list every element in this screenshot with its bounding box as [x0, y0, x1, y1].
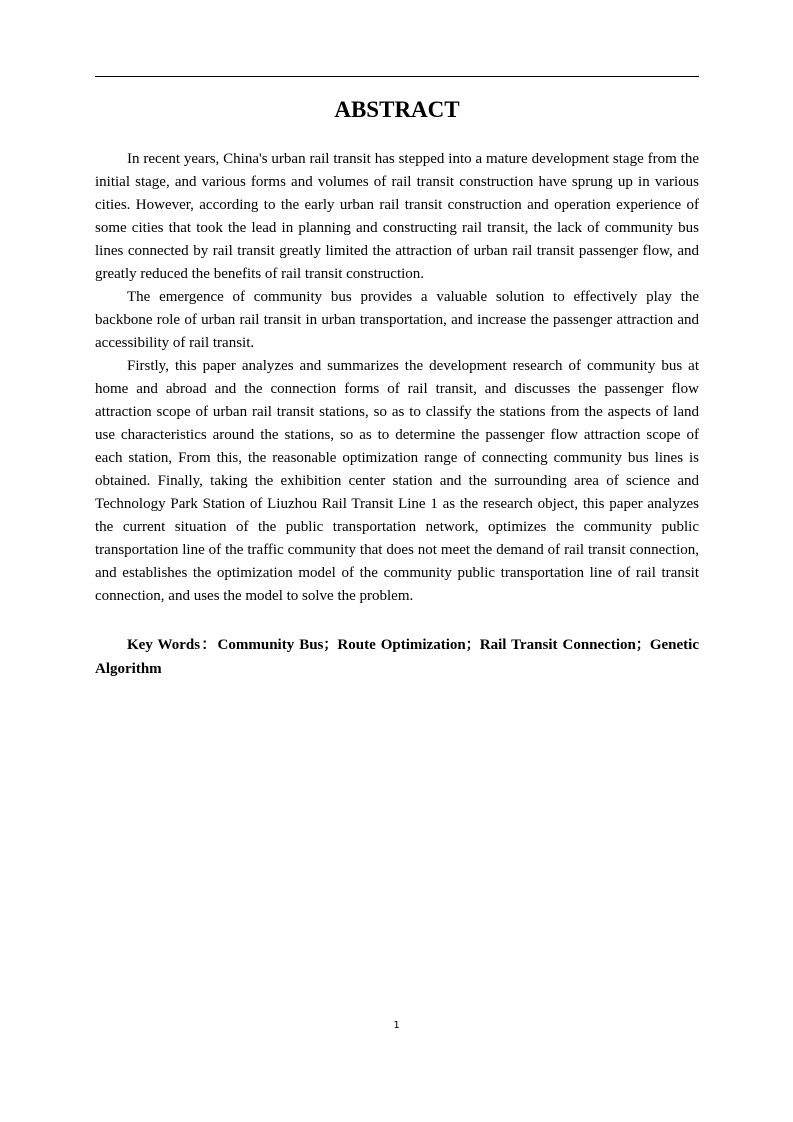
page-title: ABSTRACT: [334, 97, 460, 122]
keyword-separator: ；: [323, 637, 338, 653]
abstract-body: [95, 148, 699, 608]
page-number: 1: [393, 1020, 400, 1031]
keyword-separator: ；: [465, 637, 480, 653]
keyword-3: Rail Transit Connection: [479, 637, 636, 653]
keyword-4: Genetic Algorithm: [95, 637, 699, 677]
abstract-paragraph-1: In recent years, China's urban rail transit has stepped into a mature development stage from the initial stage, and various forms and volumes of rail transit construction have sprung up in various cities. However, according to the early urban rail transit construction and operation experience of some cities that took the lead in planning and constructing rail transit, the lack of community bus lines connected by rail transit greatly limited the attraction of urban rail transit passenger flow, and greatly reduced the benefits of rail transit construction.: [95, 151, 699, 282]
keyword-2: Route Optimization: [337, 637, 466, 653]
keywords: [95, 633, 699, 681]
abstract-paragraph-3: Firstly, this paper analyzes and summarizes the development research of community bus at home and abroad and the connection forms of rail transit, and discusses the passenger flow attraction scope of urban rail transit stations, so as to classify the stations from the aspects of land use characteristics around the stations, so as to determine the passenger flow attraction scope of each station, From this, the reasonable optimization range of connecting community bus lines is obtained. Finally, taking the exhibition center station and the surrounding area of science and Technology Park Station of Liuzhou Rail Transit Line 1 as the research object, this paper analyzes the current situation of the public transportation network, optimizes the community public transportation line of the traffic community that does not meet the demand of rail transit connection, and establishes the optimization model of the community public transportation line of rail transit connection, and uses the model to solve the problem.: [95, 358, 699, 604]
abstract-paragraph-2: The emergence of community bus provides a valuable solution to effectively play the backbone role of urban rail transit in urban transportation, and increase the passenger attraction and accessibility of rail transit.: [95, 289, 699, 351]
keyword-separator: ；: [635, 637, 650, 653]
header-rule: [95, 76, 699, 77]
keyword-1: Community Bus: [217, 637, 324, 653]
keywords-label: Key Words：: [127, 637, 218, 653]
